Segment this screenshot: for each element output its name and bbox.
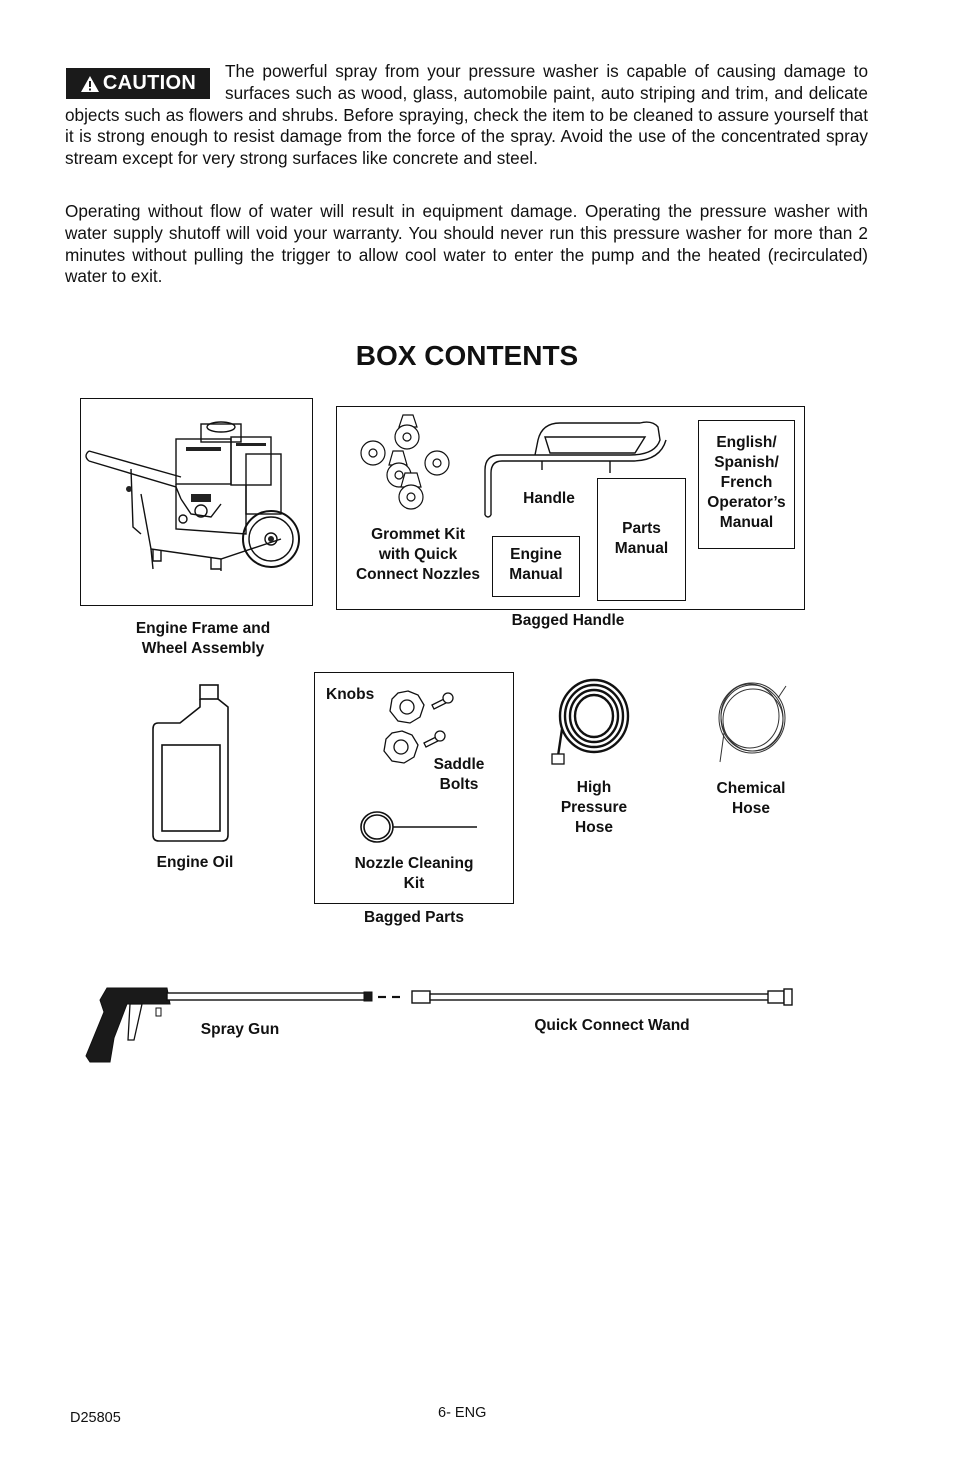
parts-manual-label: Parts Manual (614, 520, 669, 557)
caution-text: The powerful spray from your pressure washer is capable of causing damage to surfaces such as wood, glass, automobile paint, auto striping and trim, and delicate objects such as flowers and shrubs. Before spraying, check the item to be cleaned to assure yourself that it is strong enough to resist damage from the force of the spray. Avoid the use of the concentrated spray stream except for very strong surfaces like concrete and steel. (65, 61, 868, 169)
page-number: 6- ENG (438, 1405, 487, 1421)
high-pressure-hose-label: High Pressure Hose (560, 779, 628, 836)
pressure-washer-illustration (81, 399, 311, 604)
nozzle-cleaning-tool-icon (355, 805, 485, 850)
nozzles-icon (355, 413, 465, 513)
spray-gun-label: Spray Gun (200, 1021, 280, 1038)
knobs-label: Knobs (326, 686, 375, 703)
engine-frame-label: Engine Frame and Wheel Assembly (135, 620, 271, 657)
bagged-parts-label: Bagged Parts (364, 909, 464, 926)
caution-badge-label: CAUTION (102, 72, 197, 94)
page-title: BOX CONTENTS (355, 340, 579, 371)
badge-spacer (65, 61, 225, 101)
engine-manual-box (492, 536, 580, 597)
operators-manual-label: English/ Spanish/ French Operator’s Manual (707, 434, 786, 531)
grommet-kit-label: Grommet Kit with Quick Connect Nozzles (355, 526, 480, 583)
document-number: D25805 (70, 1410, 121, 1426)
high-pressure-hose-icon (550, 674, 635, 769)
parts-manual-box (597, 478, 686, 601)
chemical-hose-icon (712, 678, 792, 768)
chemical-hose-label: Chemical Hose (716, 780, 786, 817)
oil-bottle-icon (150, 683, 230, 843)
bagged-handle-label: Bagged Handle (511, 612, 625, 629)
operators-manual-box (698, 420, 795, 549)
quick-connect-wand-label: Quick Connect Wand (534, 1017, 690, 1034)
engine-frame-box (80, 398, 313, 606)
warning-paragraph: Operating without flow of water will result in equipment damage. Operating the pressure washer with water supply shutoff will void your warranty. You should never run this pressure washer for more than 2 minutes without pulling the trigger to allow cool water to enter the pump and the heated (recirculated) water to exit. (65, 201, 868, 287)
handle-label: Handle (523, 490, 575, 507)
engine-oil-label: Engine Oil (156, 854, 234, 871)
caution-paragraph (65, 61, 868, 170)
engine-manual-label: Engine Manual (509, 546, 563, 583)
nozzle-cleaning-kit-label: Nozzle Cleaning Kit (354, 855, 474, 892)
saddle-bolts-label: Saddle Bolts (433, 756, 485, 793)
